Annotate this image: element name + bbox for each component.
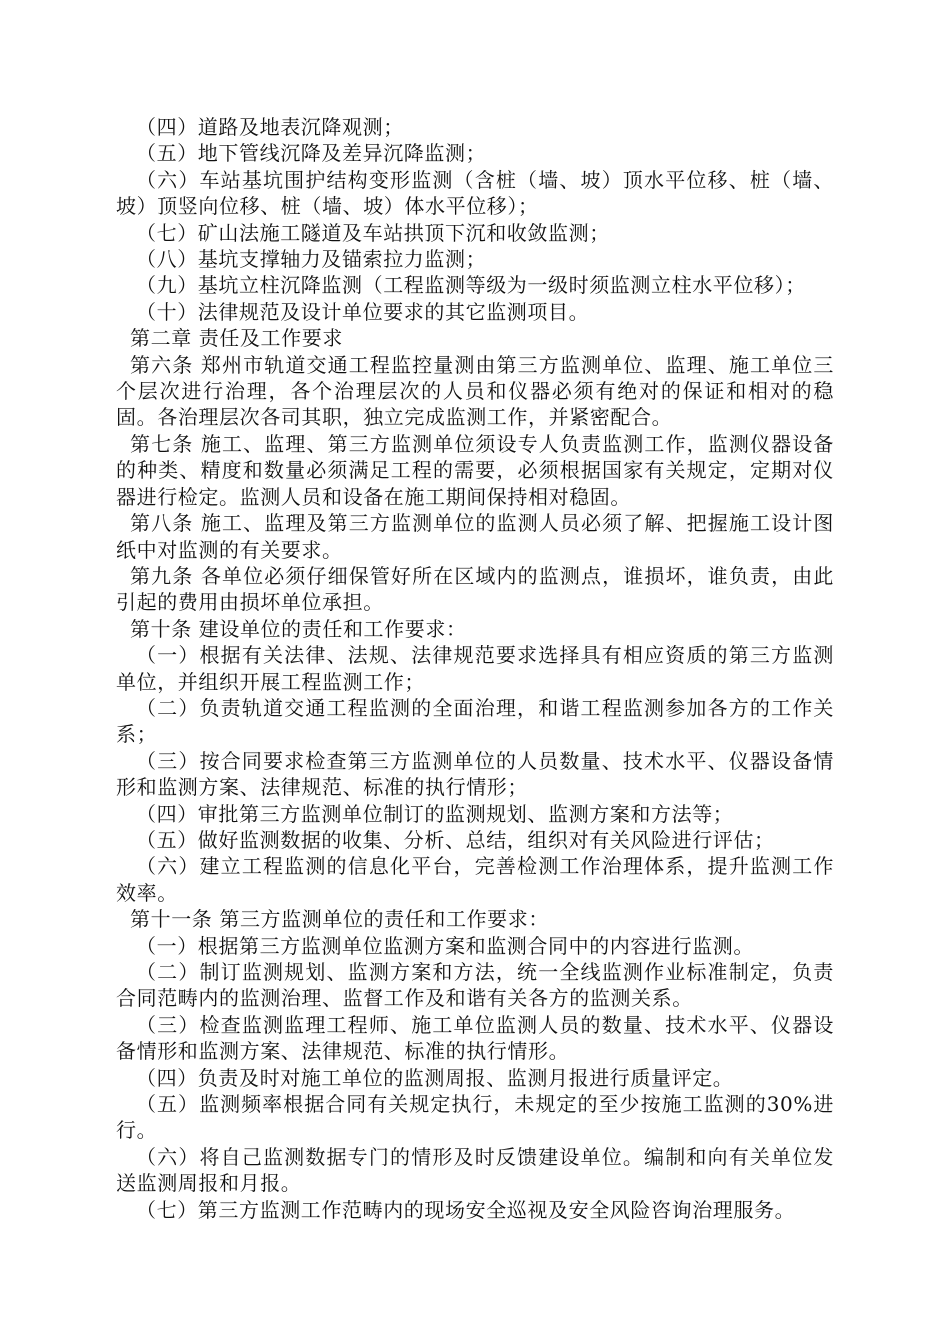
list-item: （八）基坑支撑轴力及锚索拉力监测； [136, 247, 487, 272]
list-item: （四）负责及时对施工单位的监测周报、监测月报进行质量评定。 [136, 1065, 734, 1090]
list-item: （七）矿山法施工隧道及车站拱顶下沉和收敛监测； [136, 220, 610, 245]
list-item: （六）车站基坑围护结构变形监测（含桩（墙、坡）顶水平位移、桩（墙、坡）顶竖向位移、桩（墙、坡）体水平位移）； [116, 167, 834, 219]
list-item: （六）建立工程监测的信息化平台，完善检测工作治理体系，提升监测工作效率。 [116, 854, 834, 905]
list-item: （一）根据有关法律、法规、法律规范要求选择具有相应资质的第三方监测单位，并组织开展工程监测工作； [116, 643, 834, 694]
list-item: （二）制订监测规划、监测方案和方法，统一全线监测作业标准制定，负责合同范畴内的监测治理、监督工作及和谐有关各方的监测关系。 [116, 960, 834, 1011]
list-item: （五）做好监测数据的收集、分析、总结，组织对有关风险进行评估； [136, 827, 775, 852]
list-item: （七）第三方监测工作范畴内的现场安全巡视及安全风险咨询治理服务。 [136, 1197, 796, 1222]
list-item: （三）检查监测监理工程师、施工单位监测人员的数量、技术水平、仪器设备情形和监测方案、法律规范、标准的执行情形。 [116, 1012, 834, 1064]
list-item: （四）道路及地表沉降观测； [136, 115, 404, 139]
article-paragraph: 第九条 各单位必须仔细保管好所在区域内的监测点，谁损坏，谁负责，由此引起的费用由损坏单位承担。 [116, 563, 834, 615]
list-item: （四）审批第三方监测单位制订的监测规划、监测方案和方法等； [136, 801, 734, 826]
list-item: （五）地下管线沉降及差异沉降监测； [136, 141, 487, 166]
article-paragraph: 第十条 建设单位的责任和工作要求： [130, 616, 467, 641]
list-item: （三）按合同要求检查第三方监测单位的人员数量、技术水平、仪器设备情形和监测方案、法律规范、标准的执行情形； [116, 748, 834, 800]
article-paragraph: 第六条 郑州市轨道交通工程监控量测由第三方监测单位、监理、施工单位三个层次进行治理，各个治理层次的人员和仪器必须有绝对的保证和相对的稳固。各治理层次各司其职，独立完成监测工作，并紧密配合。 [116, 352, 834, 430]
document-body [116, 114, 834, 1223]
list-item: （九）基坑立柱沉降监测（工程监测等级为一级时须监测立柱水平位移）； [136, 273, 806, 298]
chapter-heading: 第二章 责任及工作要求 [130, 326, 343, 351]
article-paragraph: 第八条 施工、监理及第三方监测单位的监测人员必须了解、把握施工设计图纸中对监测的有关要求。 [116, 511, 834, 562]
list-item: （五）监测频率根据合同有关规定执行，未规定的至少按施工监测的30%进行。 [116, 1092, 834, 1143]
article-paragraph: 第七条 施工、监理、第三方监测单位须设专人负责监测工作，监测仪器设备的种类、精度和数量必须满足工程的需要，必须根据国家有关规定，定期对仪器进行检定。监测人员和设备在施工期间保持相对稳固。 [116, 431, 834, 509]
list-item: （二）负责轨道交通工程监测的全面治理，和谐工程监测参加各方的工作关系； [116, 695, 834, 747]
article-paragraph: 第十一条 第三方监测单位的责任和工作要求： [130, 907, 549, 932]
list-item: （十）法律规范及设计单位要求的其它监测项目。 [136, 299, 590, 324]
list-item: （六）将自己监测数据专门的情形及时反馈建设单位。编制和向有关单位发送监测周报和月报。 [116, 1144, 834, 1196]
list-item: （一）根据第三方监测单位监测方案和监测合同中的内容进行监测。 [136, 933, 754, 958]
